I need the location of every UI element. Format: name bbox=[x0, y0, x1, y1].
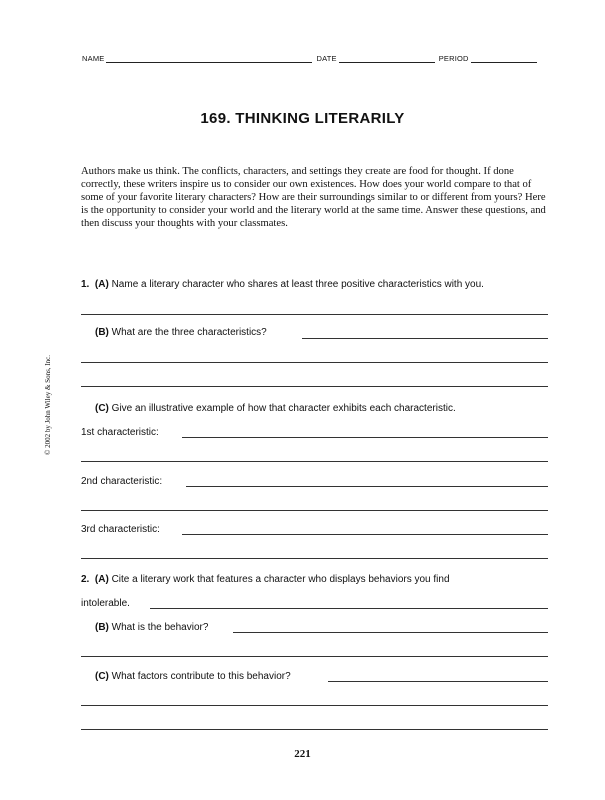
second-characteristic-label: 2nd characteristic: bbox=[81, 476, 163, 487]
q1-b-answer-line-3 bbox=[81, 386, 548, 387]
q2-c-answer-line-1 bbox=[328, 681, 548, 682]
third-characteristic-line-2 bbox=[81, 558, 548, 559]
date-line bbox=[339, 55, 435, 63]
first-characteristic-line-1 bbox=[182, 437, 548, 438]
third-characteristic-line-1 bbox=[182, 534, 548, 535]
q2-b-prompt: (B) What is the behavior? bbox=[95, 622, 209, 633]
page-title: 169. THINKING LITERARILY bbox=[200, 110, 405, 127]
first-characteristic-line-2 bbox=[81, 461, 548, 462]
date-label: DATE bbox=[316, 54, 337, 63]
q2-a-prompt: 2. (A) Cite a literary work that features a character who displays behaviors you find bbox=[81, 574, 450, 585]
q2-c-answer-line-3 bbox=[81, 729, 548, 730]
name-label: NAME bbox=[82, 54, 105, 63]
q1-c-prompt: (C) Give an illustrative example of how that character exhibits each characteristic. bbox=[95, 403, 456, 414]
q2-c-prompt: (C) What factors contribute to this behavior? bbox=[95, 671, 291, 682]
second-characteristic-line-2 bbox=[81, 510, 548, 511]
q2-a-answer-line bbox=[150, 608, 548, 609]
third-characteristic-label: 3rd characteristic: bbox=[81, 524, 160, 535]
q2-b-answer-line-1 bbox=[233, 632, 548, 633]
q1-b-prompt: (B) What are the three characteristics? bbox=[95, 327, 267, 338]
q2-b-answer-line-2 bbox=[81, 656, 548, 657]
intro-paragraph: Authors make us think. The conflicts, characters, and settings they create are food for thought. If done correctly, these writers inspire us to consider our own existences. How does your world compare to that of some of your favorite literary characters? How are their surroundings similar to or different from yours? Here is the opportunity to consider your world and the literary world at the same time. Answer these questions, and then discuss your thoughts with your classmates. bbox=[81, 166, 546, 229]
q2-a-prompt-continued: intolerable. bbox=[81, 598, 130, 609]
first-characteristic-label: 1st characteristic: bbox=[81, 427, 159, 438]
q1-b-answer-line-1 bbox=[302, 338, 548, 339]
q2-c-answer-line-2 bbox=[81, 705, 548, 706]
header-fields bbox=[82, 54, 548, 63]
q1-a-prompt: 1. (A) Name a literary character who shares at least three positive characteristics with you. bbox=[81, 279, 484, 290]
page-number: 221 bbox=[294, 748, 311, 760]
name-line bbox=[106, 55, 312, 63]
period-line bbox=[471, 55, 537, 63]
second-characteristic-line-1 bbox=[186, 486, 548, 487]
copyright-notice: © 2002 by John Wiley & Sons, Inc. bbox=[44, 355, 52, 455]
period-label: PERIOD bbox=[438, 54, 469, 63]
q1-b-answer-line-2 bbox=[81, 362, 548, 363]
q1-a-answer-line bbox=[81, 314, 548, 315]
